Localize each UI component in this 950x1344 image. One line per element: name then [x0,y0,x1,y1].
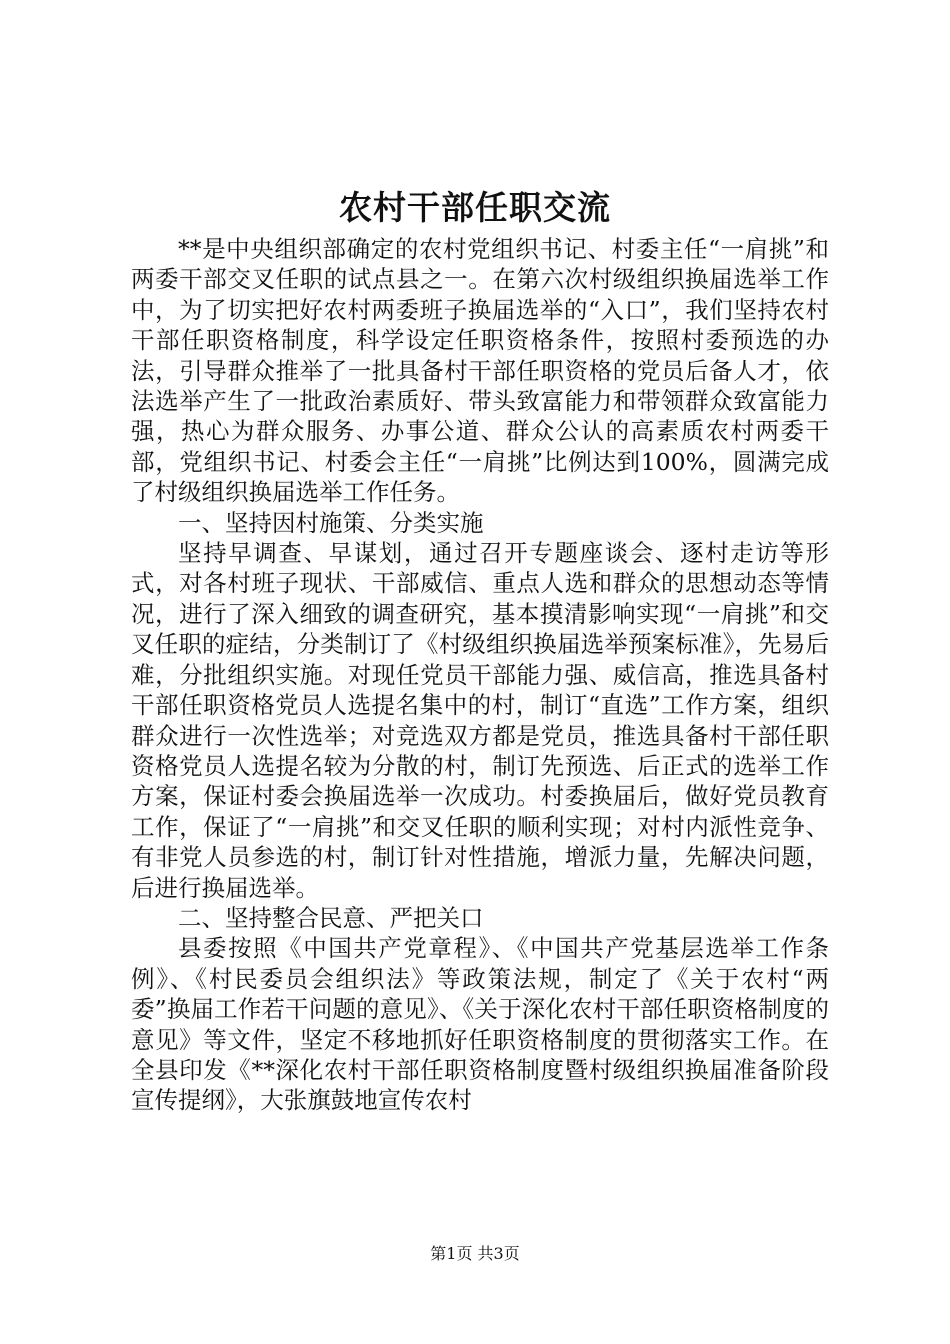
document-title: 农村干部任职交流 [339,188,611,227]
intro-paragraph: **是中央组织部确定的农村党组织书记、村委主任“一肩挑”和两委干部交叉任职的试点县之一。在第六次村级组织换届选举工作中，为了切实把好农村两委班子换届选举的“入口”，我们坚持农村干部任职资格制度，科学设定任职资格条件，按照村委预选的办法，引导群众推举了一批具备村干部任职资格的党员后备人才，依法选举产生了一批政治素质好、带头致富能力和带领群众致富能力强，热心为群众服务、办事公道、群众公认的高素质农村两委干部，党组织书记、村委会主任“一肩挑”比例达到100%，圆满完成了村级组织换届选举工作任务。 [131,235,829,507]
section-paragraph-2: 县委按照《中国共产党章程》、《中国共产党基层选举工作条例》、《村民委员会组织法》等政策法规，制定了《关于农村“两委”换届工作若干问题的意见》、《关于深化农村干部任职资格制度的意见》等文件，坚定不移地抓好任职资格制度的贯彻落实工作。在全县印发《**深化农村干部任职资格制度暨村级组织换届准备阶段宣传提纲》，大张旗鼓地宣传农村 [131,934,829,1115]
document-body [131,234,829,1116]
section-heading-2: 二、坚持整合民意、严把关口 [178,903,484,932]
section-heading-1: 一、坚持因村施策、分类实施 [178,508,484,537]
page-number-footer: 第1页 共3页 [430,1244,520,1263]
section-paragraph-1: 坚持早调查、早谋划，通过召开专题座谈会、逐村走访等形式，对各村班子现状、干部威信、重点人选和群众的思想动态等情况，进行了深入细致的调查研究，基本摸清影响实现“一肩挑”和交叉任职的症结，分类制订了《村级组织换届选举预案标准》，先易后难，分批组织实施。对现任党员干部能力强、威信高，推选具备村干部任职资格党员人选提名集中的村，制订“直选”工作方案，组织群众进行一次性选举；对竞选双方都是党员，推选具备村干部任职资格党员人选提名较为分散的村，制订先预选、后正式的选举工作方案，保证村委会换届选举一次成功。村委换届后，做好党员教育工作，保证了“一肩挑”和交叉任职的顺利实现；对村内派性竞争、有非党人员参选的村，制订针对性措施，增派力量，先解决问题，后进行换届选举。 [131,539,829,902]
